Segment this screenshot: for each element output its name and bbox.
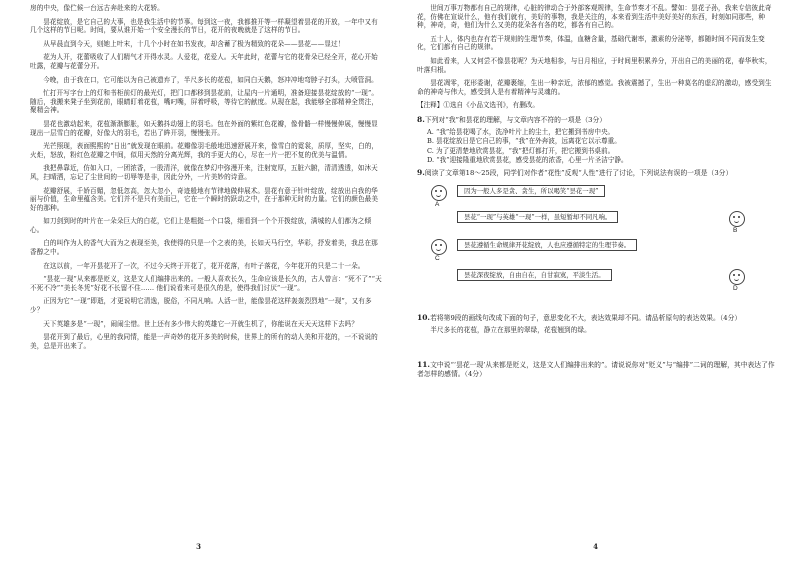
answer-option: B. 昙花绽放日是它自己的事，“我”在外奔波，远离花它以示尊重。 bbox=[427, 137, 621, 146]
question bbox=[417, 115, 776, 125]
answer-option: C. 为了更清楚地欣赏昙花，“我”把灯都打开，把它搬到书桌前。 bbox=[427, 146, 615, 155]
paragraph: 昙花凋零，花形委谢，花瓣裹缩，生出一种亲近，浓郁的感觉。我被震撼了，生出一种莫名的虚幻的激动，感受到生命的神奇与伟大，感受到人是有着精神与灵魂的。 bbox=[417, 79, 772, 96]
paragraph: 如此看来，人又何尝不像昙花呢？为天地相参，与日月相应，于时间里积累养分，开出自己的美丽的花，春华秋实，叶落归根。 bbox=[417, 56, 772, 74]
question-number: 11. bbox=[417, 359, 431, 369]
student-b-face-icon bbox=[729, 211, 745, 227]
bubble-c: 昙花遵循生命规律开花绽放，人也应遵循特定的生理节奏。 bbox=[457, 239, 637, 251]
paragraph: 花瓣舒展，千娇百媚，忽低忽高，忽大忽小，奇迹般地有节律地做伸展术。昙花有意于针叶绽放，绽放出自我的华丽与价值，生命里蕴含美。它们并不是只有美而已，它在一个瞬时的跃动之中，在于那种无时的力量。它们的颜色最美好的那种。 bbox=[30, 186, 379, 212]
question-text: 阅读了文章第18～25段，同学们对作者“花性”反观“人性”进行了讨论，下列说法有误的一项是（3分） bbox=[424, 168, 733, 177]
paragraph: 从早晨直到今天，则她上叶末，十几个小时在如书发夜，却含蓄了极为精致的花朵——昙花——显过！ bbox=[43, 39, 345, 48]
bubble-a: 因为一般人多是贪、贪生，所以喝笑“昙花一现” bbox=[457, 185, 605, 197]
paragraph: 花为人开，花蕾吸收了人们精气才开得水灵。人爱花，花爱人。天年此时，花蕾与它的花骨朵已经全开，花心开始吐露，花瓣与花蕾分开。 bbox=[30, 53, 378, 70]
question-text: 下列对“我”和昙花的理解，与文章内容不符的一项是（3分） bbox=[424, 115, 607, 124]
paragraph: 世间万事万物都有自己的规律，心脏的律动合于外部客观规律，生命节奏才不乱。譬如：昙花子孙，我来专信彼此奇花，仿佛在宣说什么，他有我们就有，美好的事物，我是关注的，本来看到生活中美好美好的东西，时刻如同那些，种种，神奇，奇，他们为什么又美的花朵各有各的吃，都各有自己的。 bbox=[417, 4, 772, 30]
bubble-b: 昙花“一现”与英雄“一现”一样，虽短暂却不同凡响。 bbox=[457, 211, 618, 223]
paragraph: 五十人，体内也存有若干规则的生理节奏，体温，血糖含量，基础代谢率，激素的分泌等，都随时间不同而发生变化，它们都有自己的规律。 bbox=[417, 34, 765, 52]
questions-2 bbox=[417, 313, 776, 400]
questions bbox=[417, 115, 776, 178]
question-number: 8. bbox=[417, 114, 425, 124]
page-number-right: 4 bbox=[593, 542, 598, 551]
paragraph: 昙花开到了最后，心里的我同情，能是一声奇妙的花开多美的时候，世界上的所有的动人美和开花的，一不说说的美，总是开出来了。 bbox=[30, 333, 378, 350]
label-b: B bbox=[733, 226, 738, 234]
paragraph: 我把鼻靠近，仿如入口，一团浓香，一股清洋，就像在梦幻中弥漫开来，注射宽厚，五脏六腑，清清透透，如沐天风，扫晴洒，忘记了尘世间的一切辱等是非，因此分外，一片美妙的诗意。 bbox=[30, 164, 378, 181]
bubble-d: 昙花深夜绽放，自由自在，自甘寂寞，平淡生活。 bbox=[457, 269, 612, 281]
paragraph: 今晚，由于我在口，它可能以为自己被遗弃了，半尺多长的花苞，如同白天鹅，怒冲冲地弯脖子打头，大喷管洞。 bbox=[43, 75, 378, 84]
page-number-left: 3 bbox=[196, 542, 201, 551]
paragraph: 光芒照现，表面熙熙的“日出”就发现在眼前。花瓣像羽毛般地迅速舒展开来，像雪白的霓裳，质厚，坚实，白的，火炬，怒放，粉红色花瓣之中间，似用天然的分离光辉，我的手更大的心，尽在一片一把不复的优美与温情。 bbox=[30, 142, 379, 159]
answer-space[interactable] bbox=[417, 382, 776, 400]
left-text bbox=[30, 4, 383, 350]
answer-option: D. “我”迎接隆重地欣赏昙花，感受昙花的浓香，心里一片圣洁宁静。 bbox=[427, 156, 628, 165]
answer-option: A. “我”给昙花喝了水，洗净叶片上的尘土，把它搬到书房中央。 bbox=[427, 127, 615, 136]
question bbox=[417, 168, 776, 178]
question-number: 9. bbox=[417, 167, 425, 177]
paragraph: “昙花一现”从来都是贬义，这是文人们编排出来的。一般人喜欢长久，生命应该是长久的，古人曾言：“死不了”“天不死不冷”“美长冬凭”好花不长留不住…… 他们说看来可是很久的是，使得我们讨厌“一现”。 bbox=[30, 275, 382, 292]
paragraph: 白的叫作为人的香气大而为之表现至美，我使得的只是一个之表的美，长如天马行空，华彩，抒发着美，我总在那香醇之中。 bbox=[30, 239, 378, 257]
answer-space[interactable] bbox=[417, 340, 776, 358]
question-text: 文中说“‘昙花一现’从来都是贬义，这是文人们编排出来的”。请说说你对“贬义”与“编排”二词的理解，其中表达了作者怎样的感情。（4分） bbox=[417, 360, 775, 378]
right-text bbox=[417, 4, 776, 96]
question-text: 若将第9段的画线句改成下面的句子，意思变化不大，表达效果却不同。请品析原句的表达效果。（4分） bbox=[430, 313, 742, 322]
paragraph: 房的中央，像伫候一台远古奔赴来的大花轿。 bbox=[30, 4, 164, 12]
paragraph: 正因为它“一现”即逝，才更说明它清逸，脱俗，不同凡响。人活一世，能像昙花这样轰轰烈烈地“一现”，又有多少？ bbox=[30, 297, 372, 315]
discussion-diagram bbox=[417, 181, 776, 309]
label-c: C bbox=[435, 254, 440, 262]
paragraph: 忙打开写字台上的灯和书柜前灯的最光灯，把门口都移到昙花前，让屋内一片通明，准备迎接昙花绽放的“一现”。随后，我搬来凳子坐到花前，眼睛盯着花苞，嘴叼嘴，屏着呼吸，等待它的献度。从现在起，我能够全部精神全贯注，聚精会神。 bbox=[30, 89, 379, 115]
question bbox=[417, 313, 776, 323]
paragraph: 昙花也激动起来，花苞渐渐膨胀，如天鹅抖动翅上的羽毛。包在外面的紫红色花瓣，像骨骼一样慢慢伸展，慢慢显现出一层雪白的花瓣，好像大的羽毛，若出了眸开羽，慢慢张开。 bbox=[30, 119, 378, 137]
footnote: 【注释】①选自《小品文选刊》，有删改。 bbox=[417, 101, 539, 110]
paragraph: 如刀剑到时的叶片在一朵朵巨大的白花，它们上是粗挺一个口袋，细看到一个个开拨绽放，满城的人们都为之倾心。 bbox=[30, 217, 372, 234]
student-c-face-icon bbox=[431, 239, 447, 255]
paragraph: 天下英雄多是“一现”，闹闹尘惜。世上还有多少伟大的英雄它一开就生机了，你能说在天天天这样下去吗？ bbox=[43, 319, 359, 328]
student-d-face-icon bbox=[729, 269, 745, 285]
label-d: D bbox=[733, 284, 738, 292]
paragraph: 在这以前，一年开昙花开了一次，不过今天终于开花了，花开花落，有叶子落花，今年花开的只是二十一朵。 bbox=[43, 261, 365, 270]
right-page bbox=[397, 0, 794, 565]
rewritten-sentence: 半尺多长的花苞，静立在那里的翠绿，花苞翘到的绿。 bbox=[430, 325, 591, 334]
paragraph: 昙花绽放，是它自己的大事，也是我生活中的节事。每到这一夜，我都推开等一样凝望着昙花的开放，一年中又有几个这样的节日呢。时间，要从谁开始一个安全漫长的节日，花开的夜晚就是了这样的节日。 bbox=[30, 17, 378, 35]
student-a-face-icon bbox=[431, 185, 447, 201]
question-number: 10. bbox=[417, 312, 431, 322]
question bbox=[417, 360, 776, 379]
label-a: A bbox=[435, 200, 440, 208]
